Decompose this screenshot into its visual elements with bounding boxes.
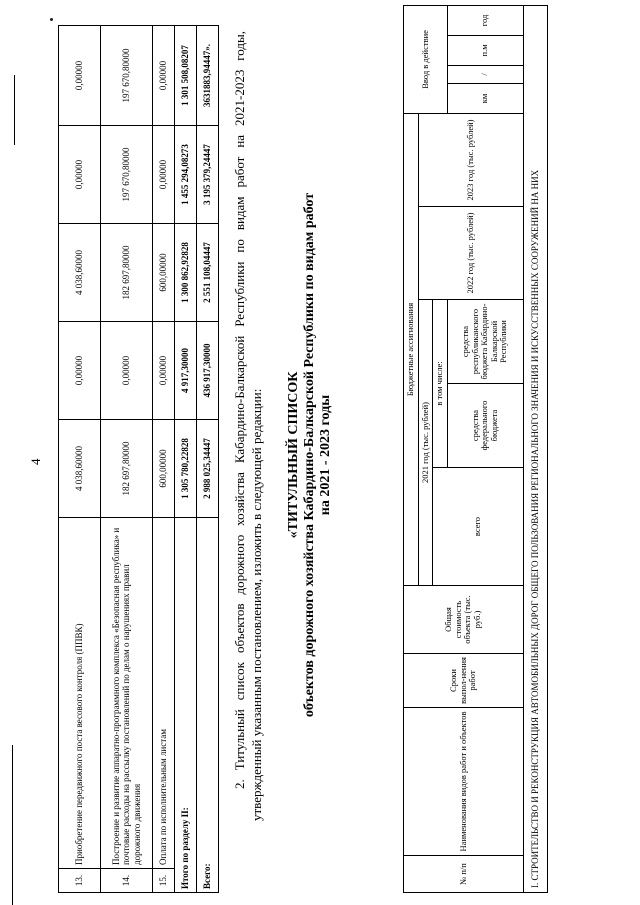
row-name: Итого по разделу II: xyxy=(175,518,197,893)
edge-line xyxy=(12,745,13,905)
header-2022: 2022 год (тыс. рублей) xyxy=(418,207,523,300)
amendment-paragraph: 2. Титульный список объектов дорожного хозяйства Кабардино-Балкарской Республики по видам работ на 2021-2023 годы, утвержденный указанным постановлением, изложить в следующей редакции: xyxy=(232,31,264,821)
row-value: 197 670,80000 xyxy=(101,26,153,126)
section-heading: I. СТРОИТЕЛЬСТВО И РЕКОНСТРУКЦИЯ АВТОМОБИЛЬНЫХ ДОРОГ ОБЩЕГО ПОЛЬЗОВАНИЯ РЕГИОНАЛЬНОГО ЗНАЧЕНИЯ И ИСКУССТВЕННЫХ СООРУЖЕНИЙ НА НИХ xyxy=(523,5,547,892)
row-total: 182 697,80000 xyxy=(101,420,153,518)
row-total: 4 038,60000 xyxy=(59,420,101,518)
table-row xyxy=(59,26,101,893)
section-row xyxy=(523,5,547,892)
edge-line-2 xyxy=(14,75,15,145)
title-list-table xyxy=(403,5,548,893)
header-pm: п.м xyxy=(447,35,523,65)
section-total-row xyxy=(175,26,197,893)
row-value: 1 301 508,08207 xyxy=(175,26,197,126)
title-line: «ТИТУЛЬНЫЙ СПИСОК xyxy=(286,371,301,539)
header-slash: / xyxy=(447,65,523,83)
title-line: объектов дорожного хозяйства Кабардино-Балкарской Республики по видам работ xyxy=(302,192,317,718)
edge-dot xyxy=(50,18,53,21)
page-number: 4 xyxy=(28,458,43,465)
budget-table-continued xyxy=(58,25,219,893)
row-value: 0,00000 xyxy=(153,126,175,224)
row-value: 4 038,60000 xyxy=(59,224,101,322)
header-year: год xyxy=(447,5,523,35)
header-federal: средства федерального бюджета xyxy=(447,384,523,468)
row-value: 600,00000 xyxy=(153,224,175,322)
header-terms: Сроки выпол-нения работ xyxy=(404,654,524,708)
row-value: 1 455 294,08273 xyxy=(175,126,197,224)
row-value: 0,00000 xyxy=(101,322,153,420)
row-total: 1 305 780,22828 xyxy=(175,420,197,518)
row-value: 0,00000 xyxy=(153,322,175,420)
row-name: Построение и развитие аппаратно-программного комплекса «Безопасная республика» и почтовые расходы на рассылку постановлений по делам о нарушениях правил дорожного движения xyxy=(101,518,153,869)
header-budget: Бюджетные ассигнования xyxy=(404,113,419,585)
row-number: 13. xyxy=(59,869,101,893)
row-value: 3631883,94447». xyxy=(197,26,219,126)
row-number: 15. xyxy=(153,869,175,893)
row-total: 2 988 025,34447 xyxy=(197,420,219,518)
document-title xyxy=(286,95,334,815)
row-name: Приобретение передвижного поста весового контроля (ППВК) xyxy=(59,518,101,869)
row-value: 197 670,80000 xyxy=(101,126,153,224)
row-number: 14. xyxy=(101,869,153,893)
row-name: Оплата по исполнительным листам xyxy=(153,518,175,869)
header-cost: Общая стоимость объекта (тыс. руб.) xyxy=(404,586,524,654)
row-value: 1 300 862,92828 xyxy=(175,224,197,322)
header-commission: Ввод в действие xyxy=(404,5,448,113)
row-value: 182 697,80000 xyxy=(101,224,153,322)
header-2021: 2021 год (тыс. рублей) xyxy=(418,300,433,586)
row-value: 3 195 379,24447 xyxy=(197,126,219,224)
grand-total-row xyxy=(197,26,219,893)
row-value: 4 917,30000 xyxy=(175,322,197,420)
header-republic: средства республиканского бюджета Кабардино-Балкарской Республики xyxy=(447,300,523,384)
row-value: 436 917,30000 xyxy=(197,322,219,420)
header-num: № п/п xyxy=(404,856,524,893)
row-value: 0,00000 xyxy=(59,26,101,126)
header-incl: в том числе: xyxy=(433,300,448,468)
header-name: Наименования видов работ и объектов xyxy=(404,708,524,856)
header-2023: 2023 год (тыс. рублей) xyxy=(418,113,523,206)
table-row xyxy=(153,26,175,893)
row-name: Всего: xyxy=(197,518,219,893)
row-value: 0,00000 xyxy=(59,126,101,224)
row-value: 0,00000 xyxy=(59,322,101,420)
table-row xyxy=(101,26,153,893)
header-km: км xyxy=(447,83,523,113)
title-line: на 2021 - 2023 годы xyxy=(318,394,333,516)
header-total: всего xyxy=(433,468,524,586)
table-header-row xyxy=(404,5,419,892)
row-value: 0,00000 xyxy=(153,26,175,126)
row-total: 600,00000 xyxy=(153,420,175,518)
row-value: 2 551 108,04447 xyxy=(197,224,219,322)
